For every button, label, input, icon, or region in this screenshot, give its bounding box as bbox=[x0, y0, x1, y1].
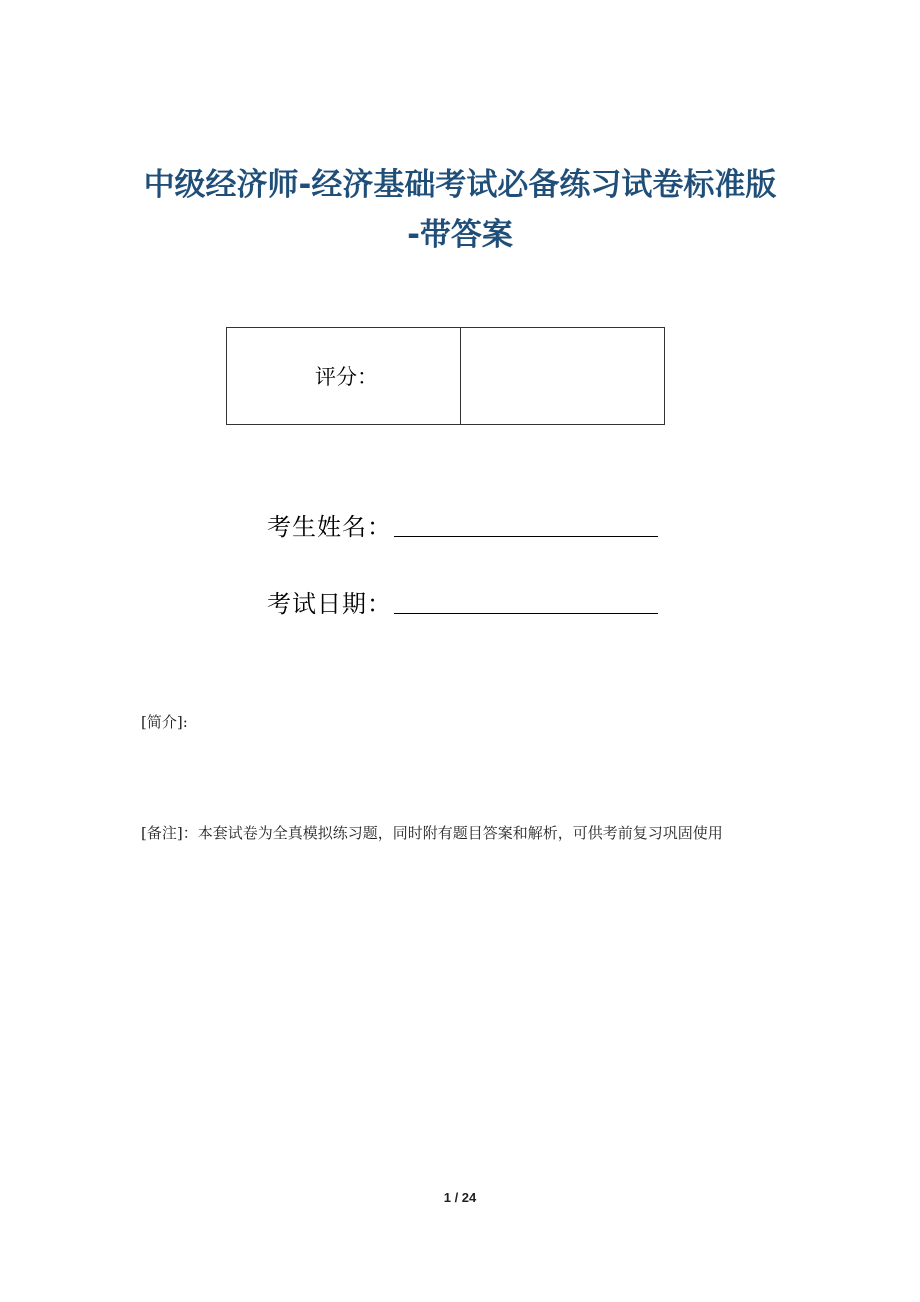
exam-date-field bbox=[267, 580, 658, 620]
note-text: [备注]：本套试卷为全真模拟练习题，同时附有题目答案和解析，可供考前复习巩固使用 bbox=[141, 824, 723, 842]
document-title-line-1: 中级经济师-经济基础考试必备练习试卷标准版 bbox=[143, 167, 777, 203]
student-name-label: 考生姓名： bbox=[267, 513, 392, 541]
score-value-cell[interactable] bbox=[461, 328, 664, 424]
score-table bbox=[226, 327, 665, 425]
score-label: 评分： bbox=[315, 365, 378, 389]
document-title-line-2: -带答案 bbox=[407, 217, 513, 253]
student-name-blank[interactable] bbox=[394, 508, 658, 537]
intro-label: [简介]: bbox=[141, 713, 188, 731]
exam-date-label: 考试日期： bbox=[267, 590, 392, 618]
score-label-cell bbox=[227, 328, 461, 424]
exam-date-blank[interactable] bbox=[394, 585, 658, 614]
page-number: 1 / 24 bbox=[443, 1190, 477, 1205]
student-name-field bbox=[267, 503, 658, 543]
